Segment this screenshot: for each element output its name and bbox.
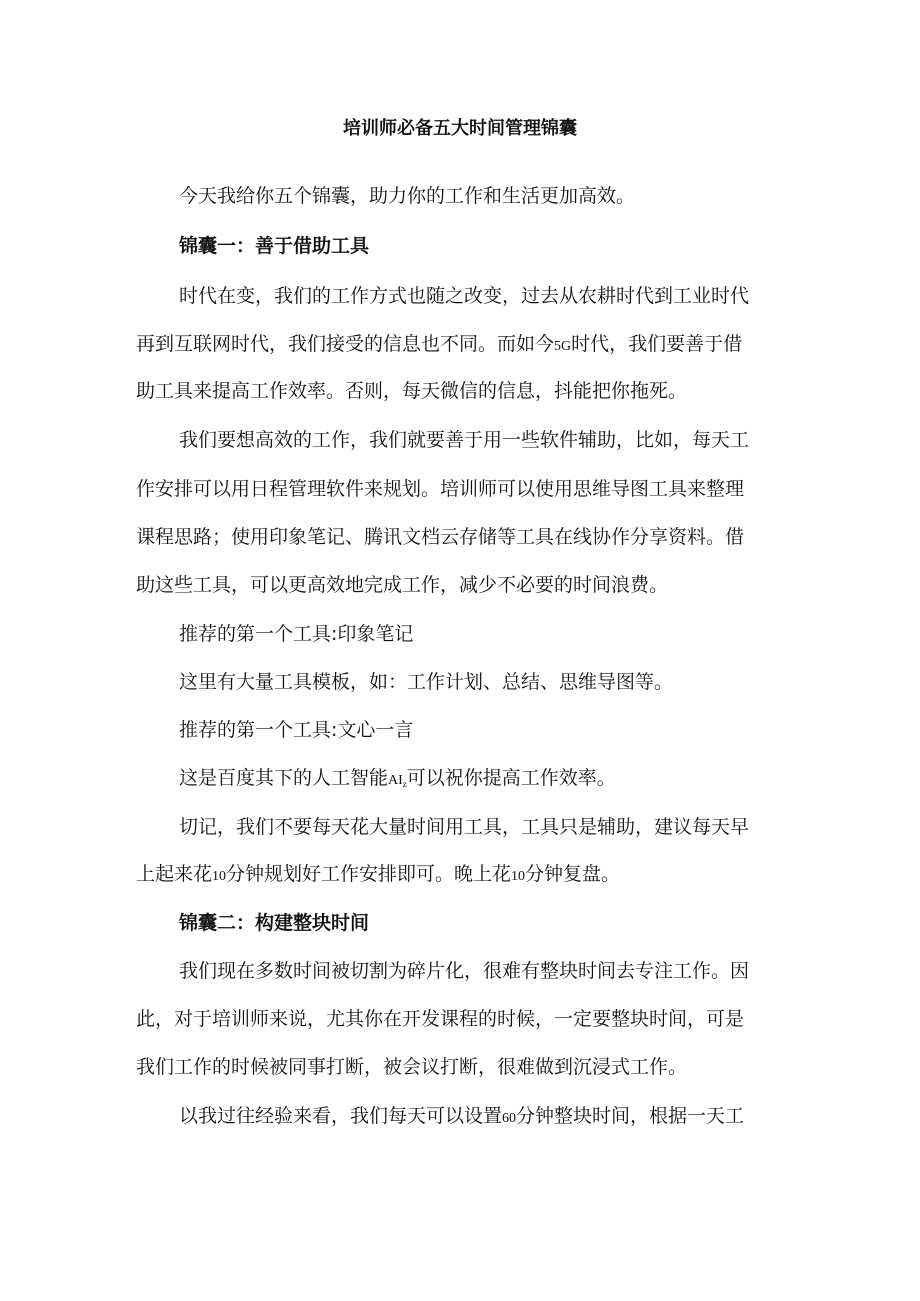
paragraph-line: 再到互联网时代，我们接受的信息也不同。而如今5G时代，我们要善于借 <box>136 333 743 355</box>
inline-number: 10 <box>511 869 526 884</box>
paragraph-line: 我们要想高效的工作，我们就要善于用一些软件辅助，比如，每天工 <box>179 429 750 451</box>
document-title: 培训师必备五大时间管理锦囊 <box>343 118 577 139</box>
recommendation-2-description: 这是百度其下的人工智能$AI_z$可以祝你提高工作效率。 <box>179 767 616 789</box>
paragraph-line: 我们工作的时候被同事打断，被会议打断，很难做到沉浸式工作。 <box>136 1056 688 1078</box>
section-heading-tip1: 锦囊一：善于借助工具 <box>179 235 370 257</box>
section-heading-tip2: 锦囊二：构建整块时间 <box>179 912 370 934</box>
paragraph-line: 助工具来提高工作效率。否则，每天微信的信息，抖能把你拖死。 <box>136 380 688 402</box>
inline-number: 60 <box>502 1111 517 1126</box>
inline-number: 5G <box>554 339 572 354</box>
recommendation-1: 推荐的第一个工具:印象笔记 <box>179 623 414 645</box>
paragraph-line: 助这些工具，可以更高效地完成工作，减少不必要的时间浪费。 <box>136 574 669 596</box>
paragraph-line: 此，对于培训师来说，尤其你在开发课程的时候，一定要整块时间，可是 <box>136 1008 745 1030</box>
inline-ai-text: $AI_z$ <box>388 773 407 789</box>
paragraph-line: 我们现在多数时间被切割为碎片化，很难有整块时间去专注工作。因 <box>179 960 750 982</box>
recommendation-2: 推荐的第一个工具:文心一言 <box>179 719 414 741</box>
paragraph-line: 作安排可以用日程管理软件来规划。培训师可以使用思维导图工具来整理 <box>136 478 745 500</box>
paragraph-line: 上起来花10分钟规划好工作安排即可。晚上花10分钟复盘。 <box>136 863 621 885</box>
paragraph-line: 时代在变，我们的工作方式也随之改变，过去从农耕时代到工业时代 <box>179 285 750 307</box>
paragraph-line: 课程思路；使用印象笔记、腾讯文档云存储等工具在线协作分享资料。借 <box>136 526 745 548</box>
paragraph-line: 切记，我们不要每天花大量时间用工具，工具只是辅助，建议每天早 <box>179 816 750 838</box>
inline-number: 10 <box>212 869 227 884</box>
intro-paragraph: 今天我给你五个锦囊，助力你的工作和生活更加高效。 <box>179 185 636 207</box>
paragraph-line: 以我过往经验来看，我们每天可以设置60分钟整块时间，根据一天工 <box>179 1105 745 1127</box>
recommendation-1-description: 这里有大量工具模板，如：工作计划、总结、思维导图等。 <box>179 671 674 693</box>
